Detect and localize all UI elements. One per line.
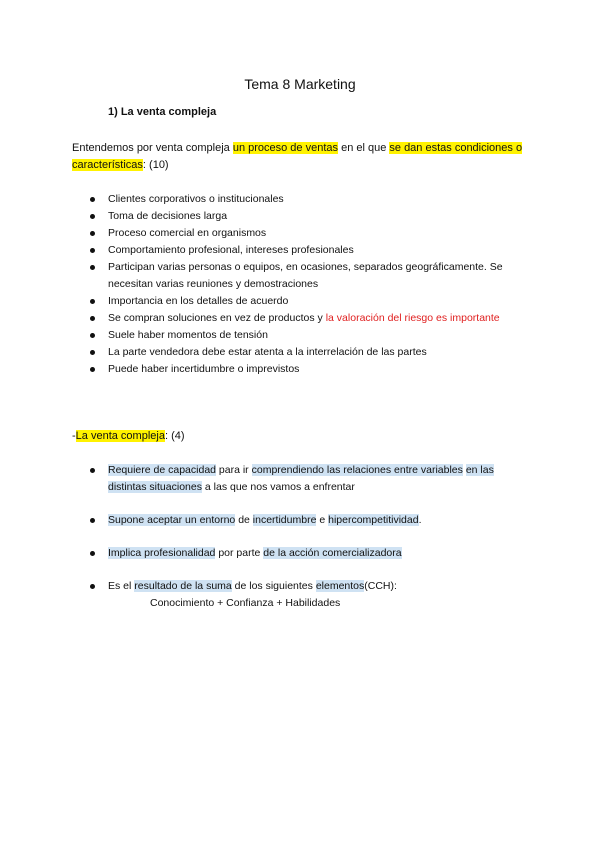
list-item-text: por parte [215,547,264,559]
intro-text: en el que [338,142,390,154]
list-item: Clientes corporativos o institucionales [88,191,528,208]
count-text: : (4) [164,430,185,442]
highlight-blue: en las distintas situaciones [108,464,494,493]
highlight-yellow: se dan estas condiciones o características [72,142,523,171]
highlight-blue: elementos [315,580,365,592]
list-item: Importancia en los detalles de acuerdo [88,293,528,310]
list-item [88,310,528,327]
list-item-text: e [316,514,329,526]
list-item [88,578,528,612]
list-item: Comportamiento profesional, intereses profesionales [88,242,528,259]
list-item: Puede haber incertidumbre o imprevistos [88,361,528,378]
list-item-text: Se compran soluciones en vez de productos y [108,312,326,324]
section-two-heading [72,430,185,442]
section-heading: 1) La venta compleja [108,106,217,118]
list-item: Suele haber momentos de tensión [88,327,528,344]
list-item: Proceso comercial en organismos [88,225,528,242]
highlight-blue: incertidumbre [252,514,317,526]
list-item-text: para ir [216,464,252,476]
characteristics-list [88,191,528,378]
highlight-yellow: La venta compleja [75,430,165,442]
red-text: la valoración del riesgo es importante [325,312,500,324]
list-item: Participan varias personas o equipos, en ocasiones, separados geográficamente. Se necesitan varias reuniones y demostraciones [88,259,528,293]
highlight-yellow: un proceso de ventas [232,142,339,154]
list-item: Toma de decisiones larga [88,208,528,225]
intro-text: Entendemos por venta compleja [72,142,233,154]
list-item-text: a las que nos vamos a enfrentar [201,481,355,493]
requirements-list [88,462,528,612]
highlight-blue: Requiere de capacidad [108,464,216,476]
list-item-text: de [235,514,253,526]
list-item-text: de los siguientes [231,580,316,592]
list-item: La parte vendedora debe estar atenta a la interrelación de las partes [88,344,528,361]
highlight-blue: hipercompetitividad [328,514,419,526]
highlight-blue: Implica profesionalidad [108,547,216,559]
list-item [88,545,528,562]
intro-text: : (10) [142,159,169,171]
highlight-blue: de la acción comercializadora [263,547,402,559]
highlight-blue: comprendiendo las relaciones entre variables [251,464,463,476]
list-item-text: Es el [108,580,135,592]
highlight-blue: resultado de la suma [134,580,232,592]
list-item [88,512,528,529]
formula-text: Conocimiento + Confianza + Habilidades [150,597,341,609]
list-item-text: . [418,514,422,526]
highlight-blue: Supone aceptar un entorno [108,514,236,526]
dash-text: - [72,430,76,442]
list-item-text: (CCH): [364,580,397,592]
list-item [88,462,528,496]
intro-paragraph [72,140,532,174]
page-title: Tema 8 Marketing [244,76,356,92]
